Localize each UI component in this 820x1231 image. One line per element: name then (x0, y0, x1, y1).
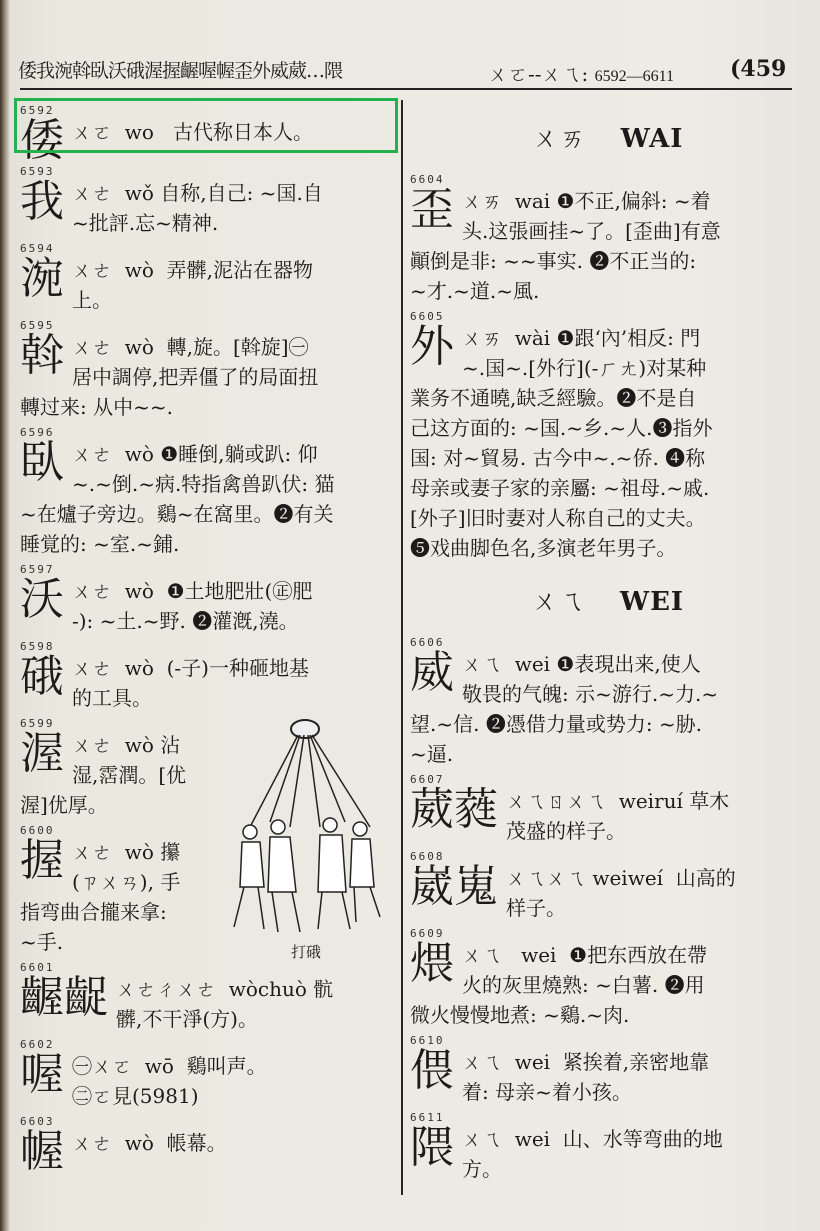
dictionary-entry (20, 1115, 392, 1177)
definition-line: 火的灰里燒熟: ~白薯. ❷用 (462, 973, 705, 997)
right-column (410, 104, 806, 1188)
entry-number: 6602 (20, 1038, 55, 1051)
definition-line: 样子。 (506, 896, 566, 920)
definition-line: ㄨㄜ wò (-子)一种砸地基 (72, 656, 309, 680)
definition-line: ㄨㄞ wai ❶不正,偏斜: ~着 (462, 189, 711, 213)
definition-line: ㄨㄞ wài ❶跟‘內’相反: 門 (462, 326, 701, 350)
illustration-caption: 打硪 (290, 943, 321, 961)
definition-line: 髒,不干淨(方)。 (116, 1007, 258, 1031)
definition-line: 方。 (462, 1157, 502, 1181)
left-column (20, 104, 392, 1176)
headword: 喔 (20, 1049, 64, 1100)
definition-line: 睡覚的: ~室.~鋪. (20, 532, 180, 556)
definition-line: ~手. (20, 930, 64, 954)
headword: 握 (20, 835, 64, 886)
definition-line: ㄨㄜ wǒ 自称,自己: ~国.自 (72, 181, 323, 205)
dictionary-entry (410, 1034, 806, 1107)
definition-line: ~在爐子旁边。鷄~在窩里。❷有关 (20, 502, 334, 526)
headword: 硪 (20, 651, 64, 702)
header-rule (20, 88, 792, 90)
definition-line: ~.~倒.~病.特指禽兽趴伏: 猫 (72, 472, 335, 496)
headword: 外 (410, 321, 454, 372)
definition-line: 指弯曲合攏来拿: (20, 900, 167, 924)
dictionary-entry (20, 319, 392, 422)
entry-number: 6610 (410, 1034, 445, 1047)
headword: 沃 (20, 574, 64, 625)
entry-number: 6605 (410, 310, 445, 323)
definition-line: ~.国~.[外行](-ㄏㄤ)对某种 (462, 356, 707, 380)
definition-line: 母亲或妻子家的亲屬: ~祖母.~戚. (410, 476, 710, 500)
entry-number: 6593 (20, 165, 55, 178)
entry-number: 6604 (410, 173, 445, 186)
definition-line: ㄨㄜ wò ❶睡倒,躺或趴: 仰 (72, 442, 318, 466)
dictionary-entry (20, 961, 392, 1034)
definition-line: ㄨㄜ wò 攥 (72, 840, 181, 864)
header-character-index: 倭我涴斡臥沃硪渥握齷喔幄歪外威葳…隈 (18, 60, 343, 82)
definition-line: (ㄗㄨㄢ), 手 (72, 870, 181, 894)
definition-line: ~才.~道.~風. (410, 279, 540, 303)
definition-line: ㄨㄜ wò ❶土地肥壯(㊣肥 (72, 579, 313, 603)
headword: 煨 (410, 938, 454, 989)
headword: 崴嵬 (410, 861, 498, 912)
definition-line: 顚倒是非: ~~事实. ❷不正当的: (410, 249, 697, 273)
headword: 歪 (410, 184, 454, 235)
page-number: (459 (730, 56, 787, 82)
definition-line: ❺戏曲脚色名,多演老年男子。 (410, 536, 677, 560)
definition-line: ㄨㄟ wei ❶把东西放在帶 (462, 943, 708, 967)
definition-line: 的工具。 (72, 686, 152, 710)
definition-line: 居中調停,把弄僵了的局面扭 (72, 365, 319, 389)
entry-number: 6594 (20, 242, 55, 255)
header-range-bopomofo: ㄨㄛ--ㄨㄟ: (488, 62, 589, 86)
section-pinyin: WEI (619, 587, 685, 617)
dictionary-entry (20, 1038, 392, 1111)
headword: 偎 (410, 1045, 454, 1096)
entry-number: 6609 (410, 927, 445, 940)
definition-line: ㄨㄜ wò 帳幕。 (72, 1131, 227, 1155)
definition-line: ㄨㄜ wò 轉,旋。[斡旋]㊀ (72, 335, 309, 359)
entry-number: 6596 (20, 426, 55, 439)
section-pinyin: WAI (620, 124, 684, 154)
headword: 斡 (20, 330, 64, 381)
header-range-numbers: 6592—6611 (594, 68, 675, 85)
definition-line: ~批評.忘~精神. (72, 211, 219, 235)
dictionary-entry (20, 165, 392, 238)
definition-line: ㄨㄜ wò 弄髒,泥沾在器物 (72, 258, 313, 282)
entry-number: 6611 (410, 1111, 445, 1124)
definition-line: ㄨㄟㄖㄨㄟ weiruí 草木 (506, 789, 730, 813)
section-heading-wai (410, 104, 806, 173)
dictionary-entry-highlighted (20, 104, 392, 166)
section-heading-wei (410, 567, 806, 636)
definition-line: ㄨㄟ wei ❶表現出来,使人 (462, 652, 701, 676)
entry-number: 6601 (20, 961, 55, 974)
running-header (18, 50, 798, 90)
headword: 涴 (20, 253, 64, 304)
section-bopomofo: ㄨㄞ (532, 124, 587, 154)
column-divider (401, 100, 403, 1195)
header-range (488, 58, 674, 87)
definition-line: 上。 (72, 288, 112, 312)
headword: 我 (20, 176, 64, 227)
entry-number: 6608 (410, 850, 445, 863)
dictionary-entry (410, 927, 806, 1030)
entry-number: 6592 (20, 104, 55, 117)
entry-number: 6607 (410, 773, 445, 786)
headword: 幄 (20, 1126, 64, 1177)
definition-line: ~逼. (410, 742, 454, 766)
dictionary-entry (410, 773, 806, 846)
dictionary-entry (410, 310, 806, 563)
definition-line: 着: 母亲~着小孩。 (462, 1080, 632, 1104)
dictionary-entry (20, 242, 392, 315)
headword: 臥 (20, 437, 64, 488)
definition-line: [外子]旧时妻对人称自己的丈夫。 (410, 506, 706, 530)
definition-line: 湿,霑潤。[优 (72, 763, 187, 787)
illustration-figure (220, 717, 392, 962)
definition-line: 己这方面的: ~国.~乡.~人.❸指外 (410, 416, 713, 440)
section-bopomofo: ㄨㄟ (531, 587, 586, 617)
headword: 倭 (20, 115, 64, 166)
entry-number: 6606 (410, 636, 445, 649)
headword: 葳蕤 (410, 784, 498, 835)
entry-number: 6600 (20, 824, 55, 837)
dictionary-entry (410, 1111, 806, 1184)
definition-line: 微火慢慢地煮: ~鷄.~肉. (410, 1003, 630, 1027)
headword: 隈 (410, 1122, 454, 1173)
definition-line: 渥]优厚。 (20, 793, 108, 817)
illustration-tamping-workers (220, 717, 390, 942)
definition-line: 茂盛的样子。 (506, 819, 626, 843)
headword: 威 (410, 647, 454, 698)
definition-line: ㄨㄟ wei 山、水等弯曲的地 (462, 1127, 723, 1151)
headword: 齷齪 (20, 972, 108, 1023)
definition-line: ㊁ㄛ見(5981) (72, 1084, 199, 1108)
headword: 渥 (20, 728, 64, 779)
entry-number: 6595 (20, 319, 55, 332)
definition-line: 轉过来: 从中~~. (20, 395, 173, 419)
definition-line: ㄨㄜㄔㄨㄜ wòchuò 骯 (116, 977, 334, 1001)
definition-line: ㊀ㄨㄛ wō 鷄叫声。 (72, 1054, 267, 1078)
definition-line: ㄨㄟ wei 紧挨着,亲密地靠 (462, 1050, 710, 1074)
dictionary-entry (410, 173, 806, 306)
definition-line: 国: 对~貿易. 古今中~.~侨. ❹称 (410, 446, 706, 470)
dictionary-entry (20, 640, 392, 713)
definition-line: -): ~土.~野. ❷灌漑,澆。 (72, 609, 299, 633)
dictionary-entry (20, 426, 392, 559)
entry-number: 6598 (20, 640, 55, 653)
definition-line: ㄨㄜ wò 沾 (72, 733, 181, 757)
entry-number: 6603 (20, 1115, 55, 1128)
definition-line: 敬畏的气魄: 示~游行.~力.~ (462, 682, 719, 706)
definition-line: 头.这張画挂~了。[歪曲]有意 (462, 219, 721, 243)
dictionary-entry (410, 636, 806, 769)
definition-line: ㄨㄟㄨㄟ weiweí 山高的 (506, 866, 736, 890)
dictionary-entry (410, 850, 806, 923)
definition-line: 望.~信. ❷憑借力量或势力: ~胁. (410, 712, 703, 736)
entry-number: 6599 (20, 717, 55, 730)
definition-line: ㄨㄛ wo 古代称日本人。 (72, 120, 313, 144)
dictionary-entry (20, 563, 392, 636)
entry-number: 6597 (20, 563, 55, 576)
definition-line: 業务不通曉,缺乏經驗。❷不是自 (410, 386, 697, 410)
